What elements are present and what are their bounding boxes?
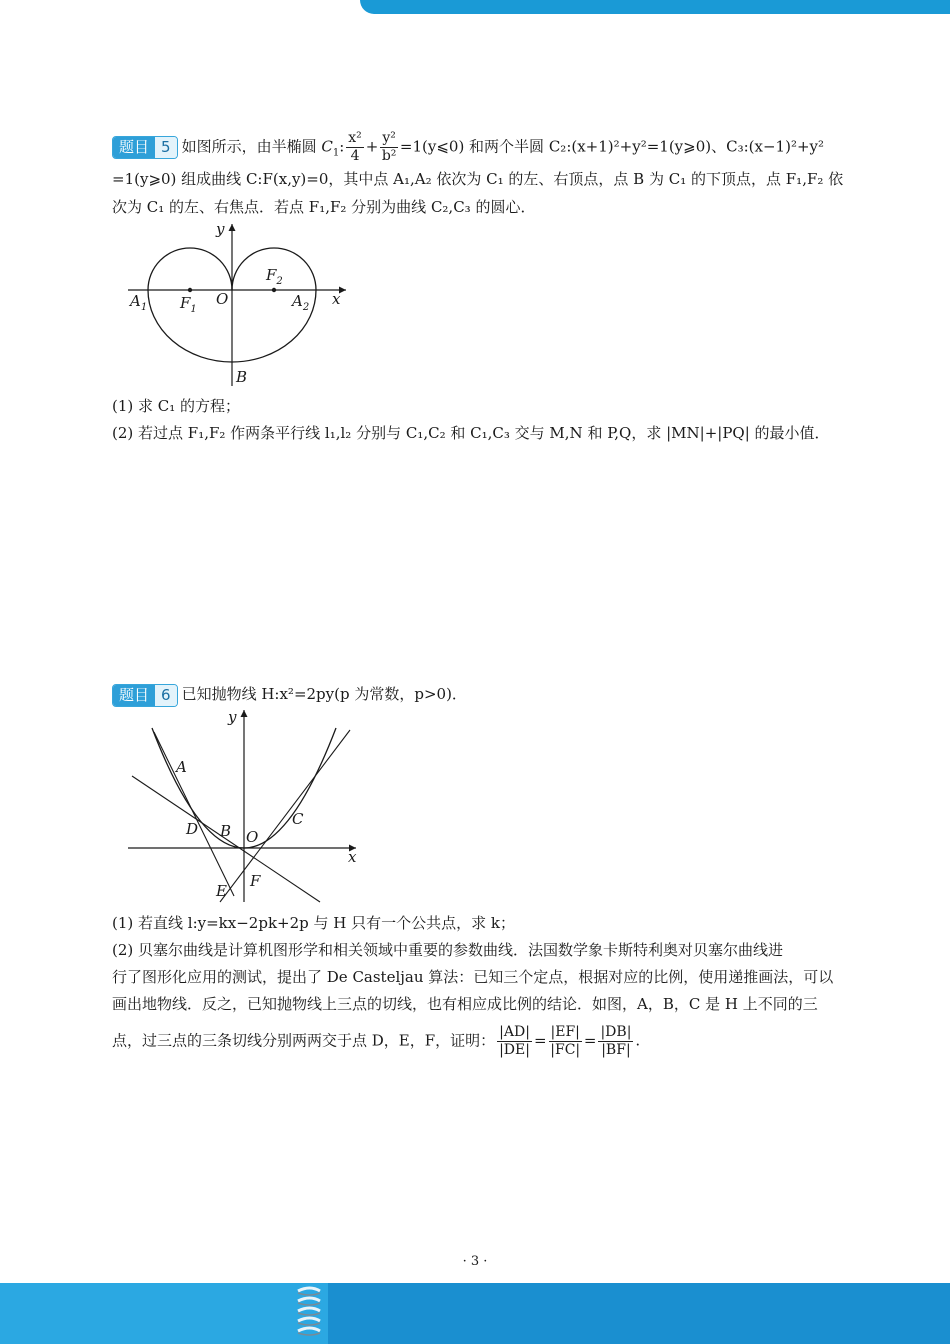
- focus-f1: [188, 288, 192, 292]
- label-a1: $A_1$: [130, 292, 148, 313]
- label-b: B: [236, 368, 248, 386]
- spiral-binding-icon: [292, 1283, 328, 1344]
- label-f2: $F_2$: [266, 266, 283, 287]
- label-c: C: [292, 810, 304, 828]
- page-number: · 3 ·: [462, 1254, 488, 1269]
- q5-colon: :: [339, 137, 345, 156]
- q5-c1-sub: 1: [332, 147, 340, 159]
- label-d: D: [186, 820, 199, 838]
- label-y: y: [228, 708, 237, 726]
- badge-number: 6: [155, 685, 177, 706]
- label-o: O: [246, 828, 259, 846]
- q6-text-prove: 点，过三点的三条切线分别两两交于点 D，E，F，证明：: [112, 1031, 496, 1050]
- frac-denominator: b²: [381, 148, 397, 164]
- equals-sign: =: [533, 1031, 547, 1050]
- q5-c1: C: [321, 137, 333, 156]
- label-f1: $F_1$: [180, 294, 197, 315]
- q5-figure: [120, 218, 360, 390]
- q5-part1: (1) 求 C₁ 的方程；: [112, 397, 241, 415]
- badge-label: 题目: [113, 137, 155, 158]
- frac-denominator: |FC|: [550, 1042, 581, 1058]
- q5-plus: +: [365, 137, 379, 156]
- equals-sign: =: [583, 1031, 597, 1050]
- frac-numerator: x²: [348, 130, 362, 146]
- label-a: A: [176, 758, 187, 776]
- label-b: B: [220, 822, 232, 840]
- label-e: E: [216, 882, 227, 900]
- q6-part1: (1) 若直线 l:y=kx−2pk+2p 与 H 只有一个公共点，求 k；: [112, 914, 515, 932]
- frac-ef-fc: [549, 1024, 582, 1059]
- period: .: [635, 1031, 641, 1050]
- frac-denominator: |DE|: [499, 1042, 530, 1058]
- q5-line2: =1(y⩾0) 组成曲线 C:F(x,y)=0，其中点 A₁,A₂ 依次为 C₁ 的左、右顶点，点 B 为 C₁ 的下顶点，点 F₁,F₂ 依: [112, 170, 844, 188]
- q6-badge: [112, 684, 178, 707]
- q5-text-a: 如图所示，由半椭圆: [181, 137, 322, 156]
- bottom-decor-bar: [0, 1283, 950, 1344]
- frac-numerator: |EF|: [550, 1024, 580, 1040]
- label-o: O: [216, 290, 229, 308]
- q6-part2-line1: (2) 贝塞尔曲线是计算机图形学和相关领域中重要的参数曲线．法国数学象卡斯特利奥对贝塞尔曲线进: [112, 941, 784, 959]
- q5-frac-x: [346, 130, 364, 165]
- q6-figure: [124, 706, 364, 904]
- tangent-at-a: [154, 732, 234, 896]
- label-y: y: [216, 220, 225, 238]
- q6-text: 已知抛物线 H:x²=2py(p 为常数，p>0)．: [181, 685, 467, 703]
- top-decor-bar: [360, 0, 950, 14]
- q5-line3: 次为 C₁ 的左、右焦点．若点 F₁,F₂ 分别为曲线 C₂,C₃ 的圆心．: [112, 198, 536, 216]
- q5-badge: [112, 136, 178, 159]
- frac-numerator: y²: [382, 130, 396, 146]
- q5-line1: [112, 130, 872, 165]
- label-x: x: [332, 290, 341, 308]
- focus-f2: [272, 288, 276, 292]
- frac-denominator: 4: [350, 148, 360, 164]
- frac-numerator: |AD|: [499, 1024, 530, 1040]
- tangent-at-c: [220, 730, 350, 902]
- frac-db-bf: [598, 1024, 633, 1059]
- q5-text-rest: =1(y⩽0) 和两个半圆 C₂:(x+1)²+y²=1(y⩾0)、C₃:(x−1)²+y²: [399, 137, 825, 156]
- frac-ad-de: [497, 1024, 532, 1059]
- q6-part2-line4: [112, 1024, 872, 1059]
- label-f: F: [250, 872, 261, 890]
- q5-part2: (2) 若过点 F₁,F₂ 作两条平行线 l₁,l₂ 分别与 C₁,C₂ 和 C₁,C₃ 交与 M,N 和 P,Q，求 |MN|+|PQ| 的最小值．: [112, 424, 830, 442]
- q6-part2-line3: 画出地物线．反之，已知抛物线上三点的切线，也有相应成比例的结论．如图，A，B，C 是 H 上不同的三: [112, 995, 818, 1013]
- badge-number: 5: [155, 137, 177, 158]
- label-x: x: [348, 848, 357, 866]
- q6-part2-line2: 行了图形化应用的测试，提出了 De Casteljau 算法：已知三个定点，根据对应的比例，使用递推画法，可以: [112, 968, 834, 986]
- frac-denominator: |BF|: [601, 1042, 631, 1058]
- bottom-bar-light-segment: [0, 1283, 292, 1344]
- frac-numerator: |DB|: [600, 1024, 632, 1040]
- badge-label: 题目: [113, 685, 155, 706]
- q5-frac-y: [380, 130, 398, 165]
- label-a2: $A_2$: [292, 292, 310, 313]
- semicircle-c2: [148, 248, 232, 290]
- q6-line1: [112, 683, 872, 707]
